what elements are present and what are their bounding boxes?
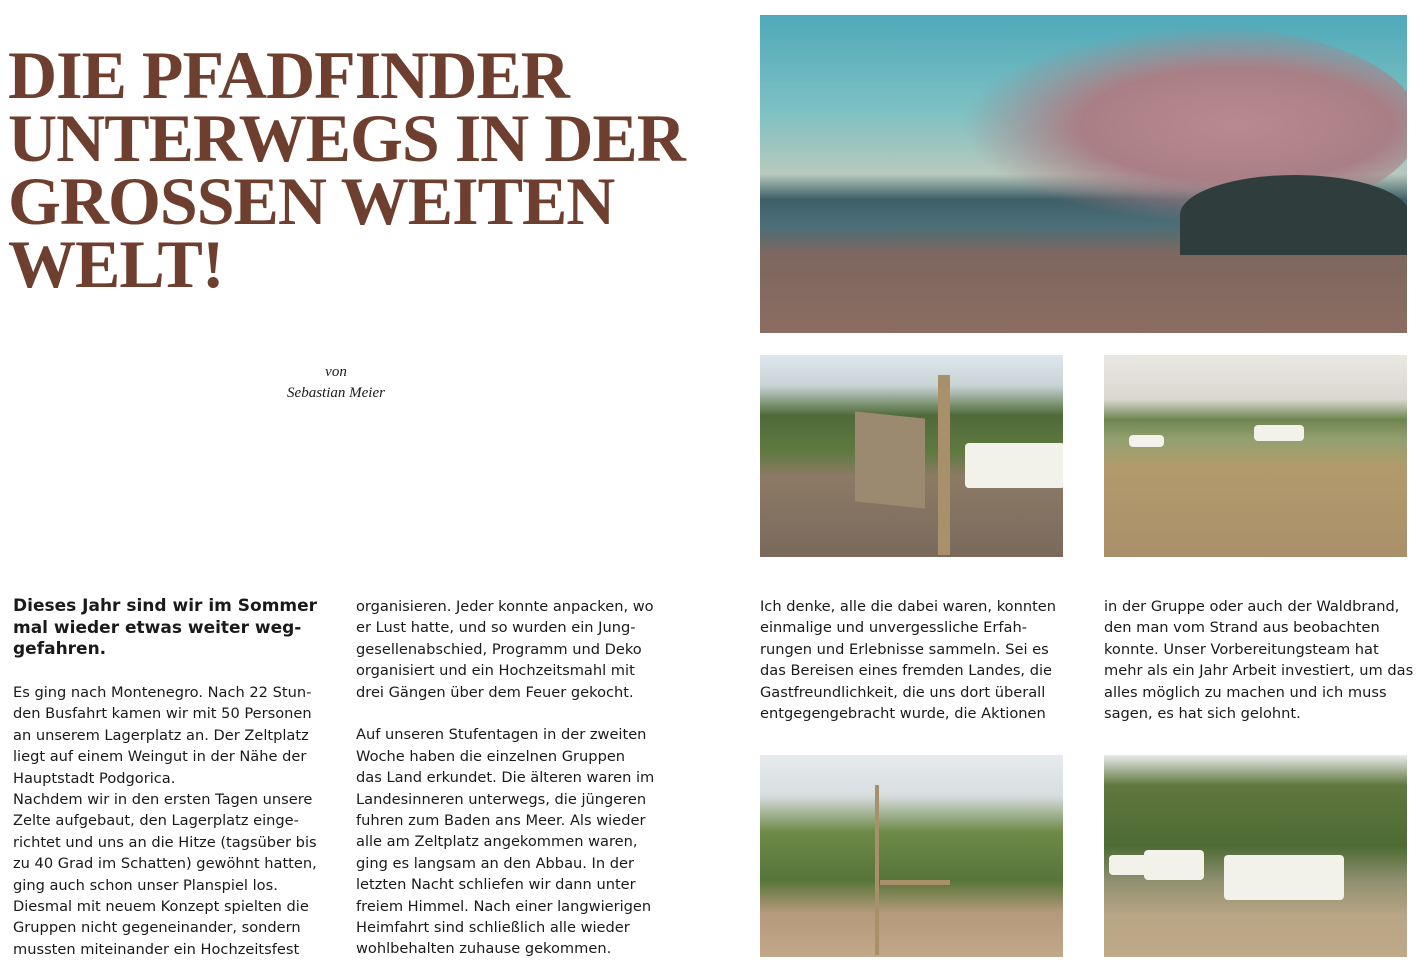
text-line: Heimfahrt sind schließlich alle wieder	[356, 919, 630, 937]
photo-tents-vineyard	[1104, 755, 1407, 957]
text-line: Auf unseren Stufentagen in der zweiten	[356, 726, 647, 744]
text-line: an unserem Lagerplatz an. Der Zeltplatz	[13, 726, 309, 744]
text-line: fuhren zum Baden ans Meer. Als wieder	[356, 812, 646, 830]
text-line: gesellenabschied, Programm und Deko	[356, 640, 642, 658]
text-line: er Lust hatte, und so wurden ein Jung-	[356, 619, 636, 637]
text-line: organisiert und ein Hochzeitsmahl mit	[356, 662, 635, 680]
byline-prefix: von	[325, 364, 347, 380]
text-line: Gruppen nicht gegeneinander, sondern	[13, 919, 301, 937]
text-line: zu 40 Grad im Schatten) gewöhnt hatten,	[13, 855, 317, 873]
article-title	[8, 37, 685, 302]
text-line: Hauptstadt Podgorica.	[13, 769, 176, 787]
text-line: drei Gängen über dem Feuer gekocht.	[356, 683, 634, 701]
photo-wooden-gate	[760, 355, 1063, 557]
text-line: rungen und Erlebnisse sammeln. Sei es	[760, 640, 1049, 658]
text-line: Ich denke, alle die dabei waren, konnten	[760, 598, 1057, 615]
lead-paragraph	[13, 596, 343, 661]
paragraph-gap	[356, 703, 686, 724]
text-line: richtet und uns an die Hitze (tagsüber bis	[13, 833, 317, 851]
text-line: den Busfahrt kamen wir mit 50 Personen	[13, 705, 312, 723]
text-line: den man vom Strand aus beobachten	[1104, 619, 1380, 637]
text-line: Zelte aufgebaut, den Lagerplatz einge-	[13, 812, 299, 830]
text-column-3	[760, 596, 1090, 724]
text-line: liegt auf einem Weingut in der Nähe der	[13, 748, 307, 766]
text-line: alle am Zeltplatz angekommen waren,	[356, 833, 638, 851]
text-line: ging auch schon unser Planspiel los.	[13, 876, 278, 894]
text-line: Gastfreundlichkeit, die uns dort überall	[760, 683, 1046, 701]
paragraph-gap	[13, 661, 343, 682]
text-line: entgegengebracht wurde, die Aktionen	[760, 705, 1046, 723]
lead-line: mal wieder etwas weiter weg-	[13, 617, 302, 638]
title-line: GROSSEN WEITEN	[8, 163, 615, 239]
title-line: UNTERWEGS IN DER	[8, 100, 685, 176]
text-column-4	[1104, 596, 1414, 724]
text-line: konnte. Unser Vorbereitungsteam hat	[1104, 640, 1379, 658]
text-line: das Land erkundet. Die älteren waren im	[356, 769, 655, 787]
photo-camp-field	[1104, 355, 1407, 557]
title-line: DIE PFADFINDER	[8, 37, 569, 113]
text-line: Landesinneren unterwegs, die jüngeren	[356, 790, 647, 808]
text-line: sagen, es hat sich gelohnt.	[1104, 705, 1301, 723]
text-line: in der Gruppe oder auch der Waldbrand,	[1104, 598, 1400, 615]
text-line: Diesmal mit neuem Konzept spielten die	[13, 897, 309, 915]
title-line: WELT!	[8, 226, 224, 302]
lead-line: gefahren.	[13, 639, 107, 659]
text-line: Nachdem wir in den ersten Tagen unsere	[13, 790, 313, 808]
text-line: mehr als ein Jahr Arbeit investiert, um das	[1104, 662, 1414, 680]
photo-flagpole	[760, 755, 1063, 957]
text-line: organisieren. Jeder konnte anpacken, wo	[356, 598, 654, 615]
text-line: letzten Nacht schliefen wir dann unter	[356, 876, 636, 894]
byline-author: Sebastian Meier	[287, 385, 385, 401]
text-line: Es ging nach Montenegro. Nach 22 Stun-	[13, 683, 312, 701]
text-line: das Bereisen eines fremden Landes, die	[760, 662, 1053, 680]
text-line: wohlbehalten zuhause gekommen.	[356, 940, 612, 958]
byline	[236, 362, 436, 404]
text-line: mussten miteinander ein Hochzeitsfest	[13, 940, 300, 958]
text-line: alles möglich zu machen und ich muss	[1104, 683, 1387, 701]
photo-beach-wildfire	[760, 15, 1407, 333]
text-column-1	[13, 596, 343, 960]
text-column-2	[356, 596, 686, 960]
text-line: freiem Himmel. Nach einer langwierigen	[356, 897, 652, 915]
text-line: Woche haben die einzelnen Gruppen	[356, 747, 626, 765]
text-line: ging es langsam an den Abbau. In der	[356, 854, 634, 872]
lead-line: Dieses Jahr sind wir im Sommer	[13, 596, 318, 616]
text-line: einmalige und unvergessliche Erfah-	[760, 619, 1027, 637]
